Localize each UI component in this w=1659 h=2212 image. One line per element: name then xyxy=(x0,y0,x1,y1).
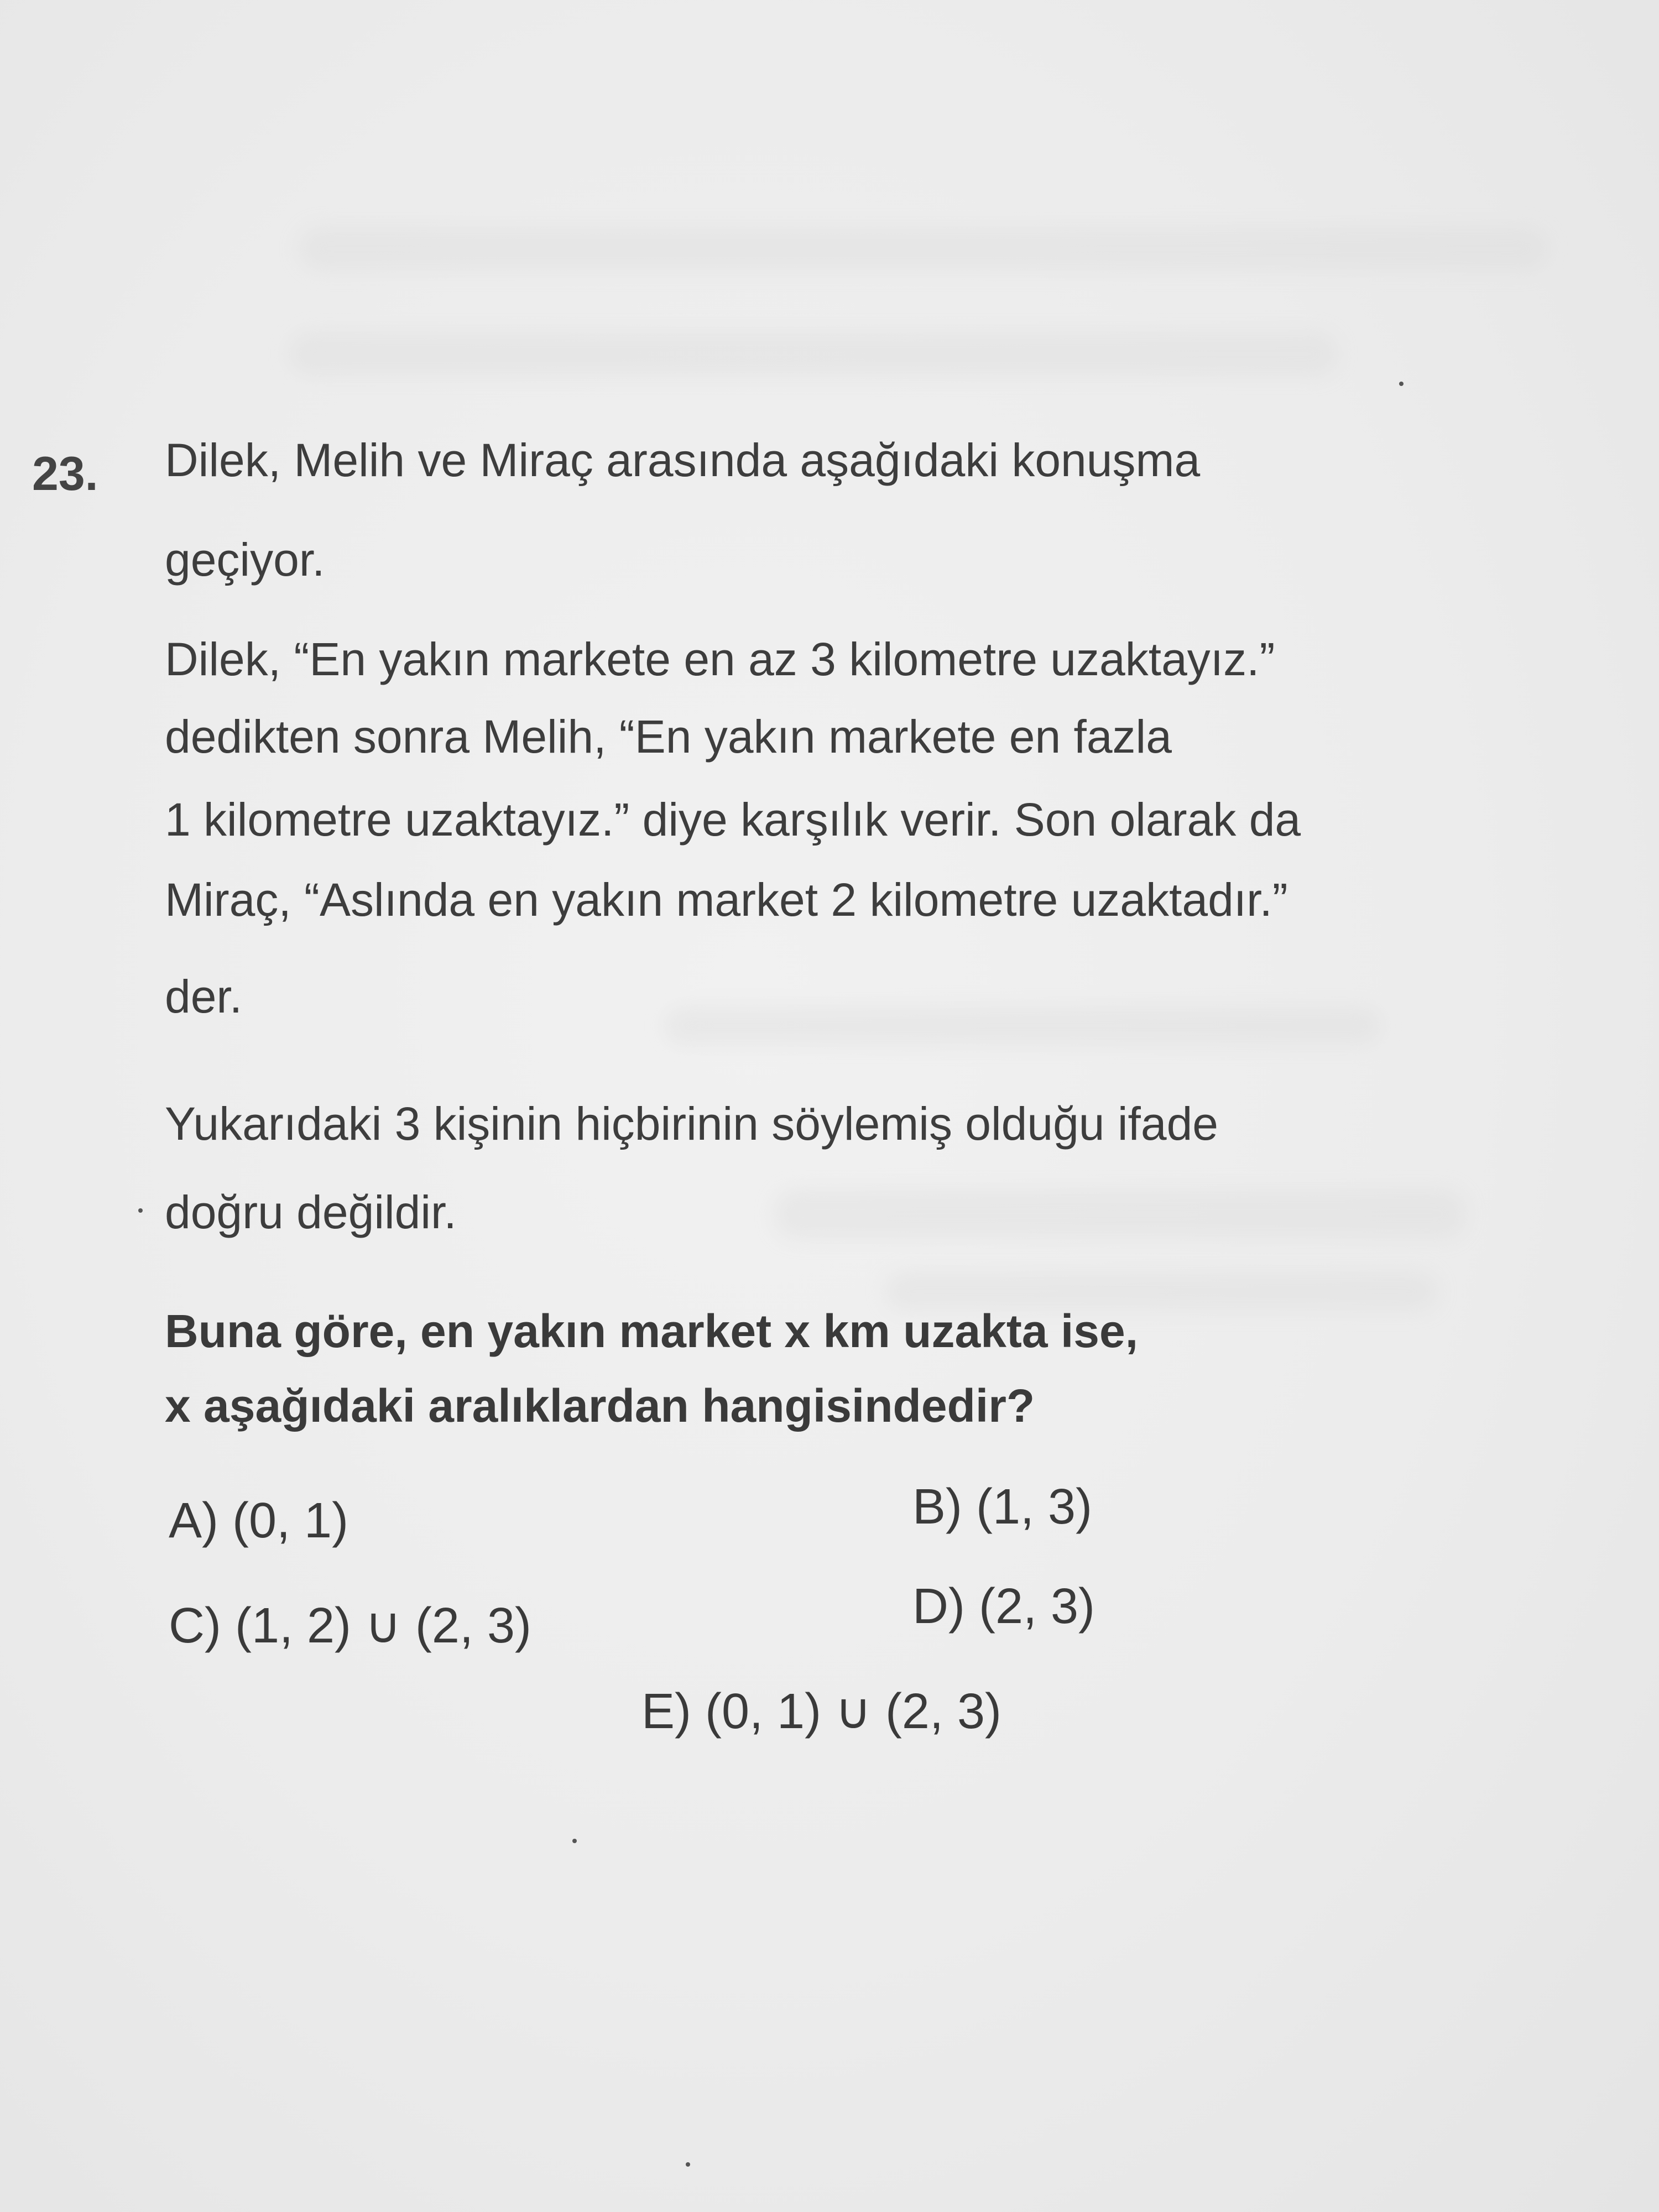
paper-speck xyxy=(572,1839,577,1843)
paper-speck xyxy=(1399,382,1404,386)
statement-line: doğru değildir. xyxy=(165,1186,457,1238)
dialogue-line: der. xyxy=(165,971,243,1022)
dialogue-line: Dilek, “En yakın markete en az 3 kilometre uzaktayız.” xyxy=(165,633,1275,685)
option-b[interactable]: B) (1, 3) xyxy=(912,1479,1093,1535)
dialogue-line: dedikten sonra Melih, “En yakın markete en fazla xyxy=(165,711,1172,763)
question-prompt-line: x aşağıdaki aralıklardan hangisindedir? xyxy=(165,1380,1035,1432)
statement-line: Yukarıdaki 3 kişinin hiçbirinin söylemiş olduğu ifade xyxy=(165,1098,1219,1150)
dialogue-line: 1 kilometre uzaktayız.” diye karşılık verir. Son olarak da xyxy=(165,794,1301,846)
paper-speck xyxy=(138,1208,143,1213)
question-prompt-line: Buna göre, en yakın market x km uzakta ise, xyxy=(165,1305,1139,1357)
option-d[interactable]: D) (2, 3) xyxy=(912,1579,1095,1634)
option-c[interactable]: C) (1, 2) ∪ (2, 3) xyxy=(169,1598,531,1653)
paper-speck xyxy=(686,2162,690,2167)
option-a[interactable]: A) (0, 1) xyxy=(169,1493,349,1548)
intro-line: Dilek, Melih ve Miraç arasında aşağıdaki konuşma xyxy=(165,434,1201,486)
dialogue-line: Miraç, “Aslında en yakın market 2 kilometre uzaktadır.” xyxy=(165,874,1288,926)
option-e[interactable]: E) (0, 1) ∪ (2, 3) xyxy=(641,1684,1002,1739)
intro-line: geçiyor. xyxy=(165,534,325,586)
question-number: 23. xyxy=(32,447,98,500)
